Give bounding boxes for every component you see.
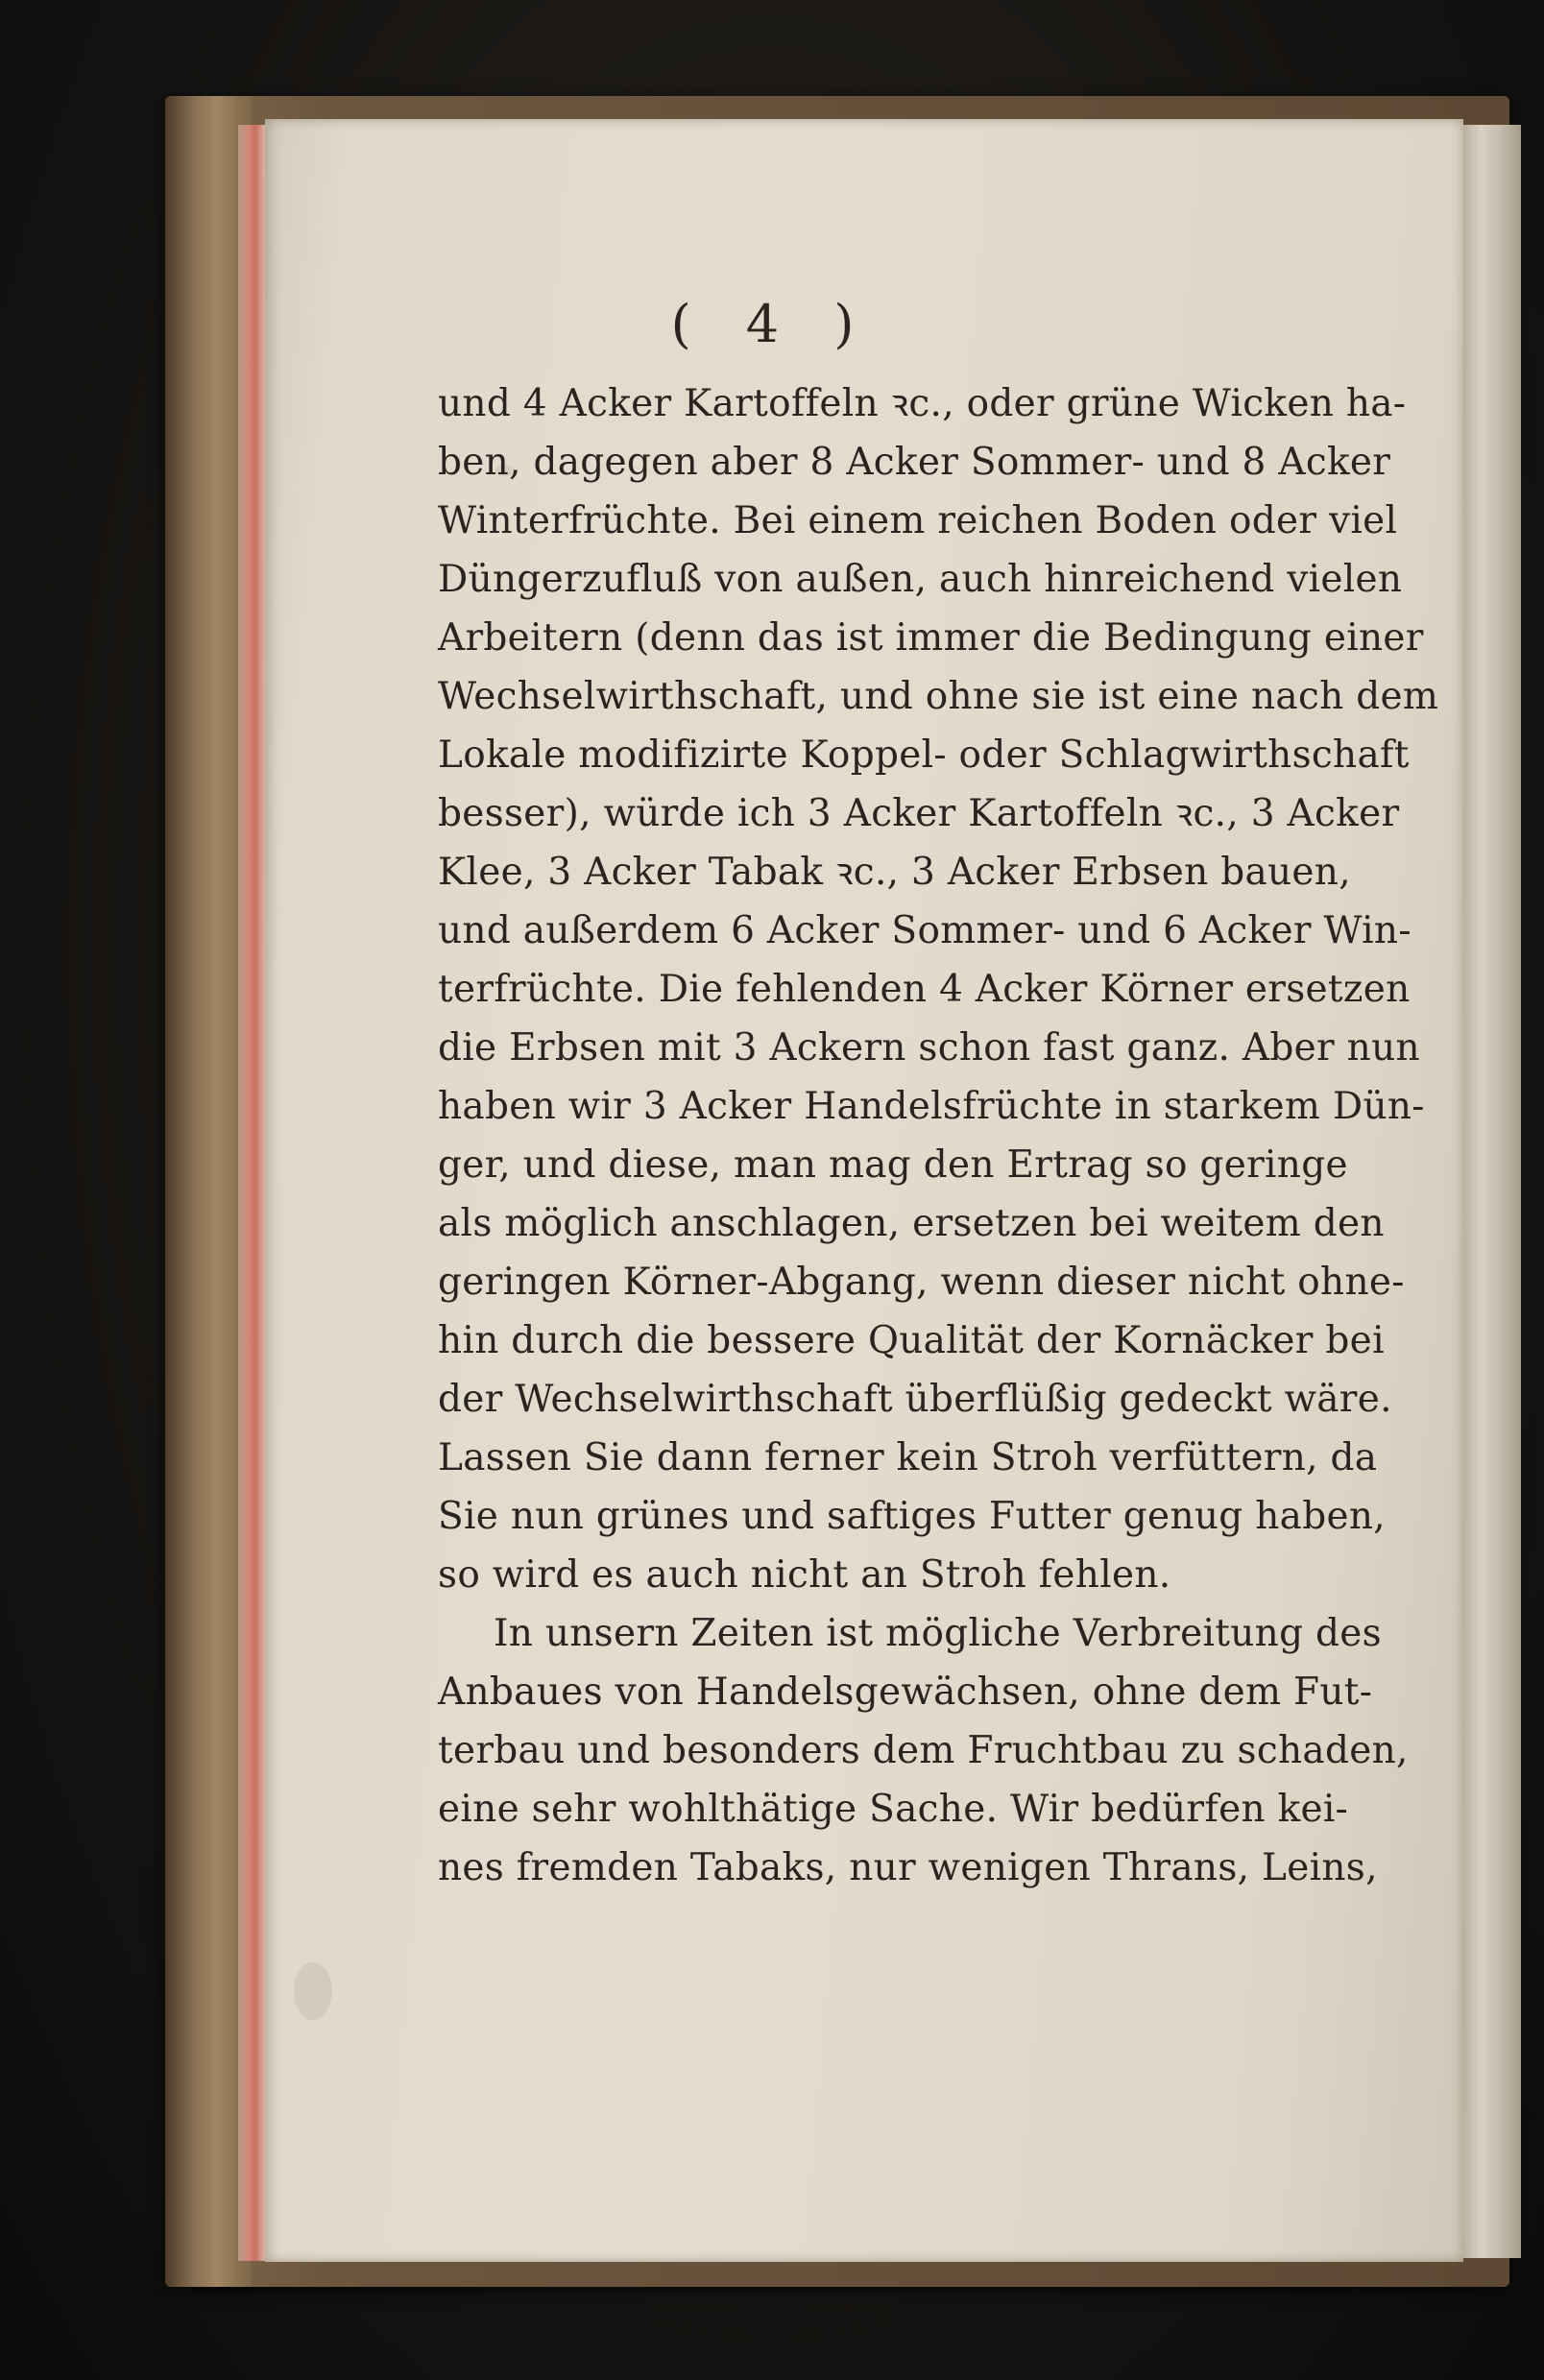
text-line: die Erbsen mit 3 Ackern schon fast ganz. Aber nun (438, 1026, 1420, 1070)
text-line: Lokale modifizirte Koppel- oder Schlagwirthschaft (438, 733, 1410, 777)
paragraph-start-line: In unsern Zeiten ist mögliche Verbreitung des (494, 1612, 1382, 1655)
text-line: terfrüchte. Die fehlenden 4 Acker Körner ersetzen (438, 968, 1411, 1011)
text-line: Klee, 3 Acker Tabak ꝛc., 3 Acker Erbsen bauen, (438, 851, 1351, 894)
text-line: Winterfrüchte. Bei einem reichen Boden oder viel (438, 499, 1398, 542)
text-line: geringen Körner-Abgang, wenn dieser nicht ohne- (438, 1261, 1405, 1304)
page-number: ( 4 ) (670, 294, 874, 354)
text-line: und außerdem 6 Acker Sommer- und 6 Acker Win- (438, 909, 1411, 952)
text-line: Sie nun grünes und saftiges Futter genug haben, (438, 1495, 1386, 1538)
text-line: der Wechselwirthschaft überflüßig gedeckt wäre. (438, 1378, 1392, 1421)
text-line: ger, und diese, man mag den Ertrag so geringe (438, 1143, 1348, 1187)
text-line: eine sehr wohlthätige Sache. Wir bedürfen kei- (438, 1788, 1349, 1831)
text-line: als möglich anschlagen, ersetzen bei weitem den (438, 1202, 1385, 1245)
text-line: besser), würde ich 3 Acker Kartoffeln ꝛc., 3 Acker (438, 792, 1400, 835)
text-line: und 4 Acker Kartoffeln ꝛc., oder grüne Wicken ha- (438, 382, 1407, 425)
text-line: hin durch die bessere Qualität der Kornäcker bei (438, 1319, 1385, 1362)
text-line: Düngerzufluß von außen, auch hinreichend vielen (438, 558, 1403, 601)
text-line: so wird es auch nicht an Stroh fehlen. (438, 1553, 1171, 1597)
text-line: Anbaues von Handelsgewächsen, ohne dem Fut- (438, 1671, 1373, 1714)
text-line: Wechselwirthschaft, und ohne sie ist eine nach dem (438, 675, 1439, 718)
text-line: nes fremden Tabaks, nur wenigen Thrans, Leins, (438, 1846, 1378, 1889)
text-line: Arbeitern (denn das ist immer die Bedingung einer (438, 616, 1424, 660)
page-stain (294, 1962, 332, 2020)
text-line: terbau und besonders dem Fruchtbau zu schaden, (438, 1729, 1409, 1772)
text-line: haben wir 3 Acker Handelsfrüchte in starkem Dün- (438, 1085, 1425, 1128)
facing-page-edge (1463, 125, 1521, 2258)
text-line: Lassen Sie dann ferner kein Stroh verfüttern, da (438, 1436, 1378, 1479)
text-line: ben, dagegen aber 8 Acker Sommer- und 8 Acker (438, 441, 1391, 484)
page-text (438, 374, 1439, 1897)
